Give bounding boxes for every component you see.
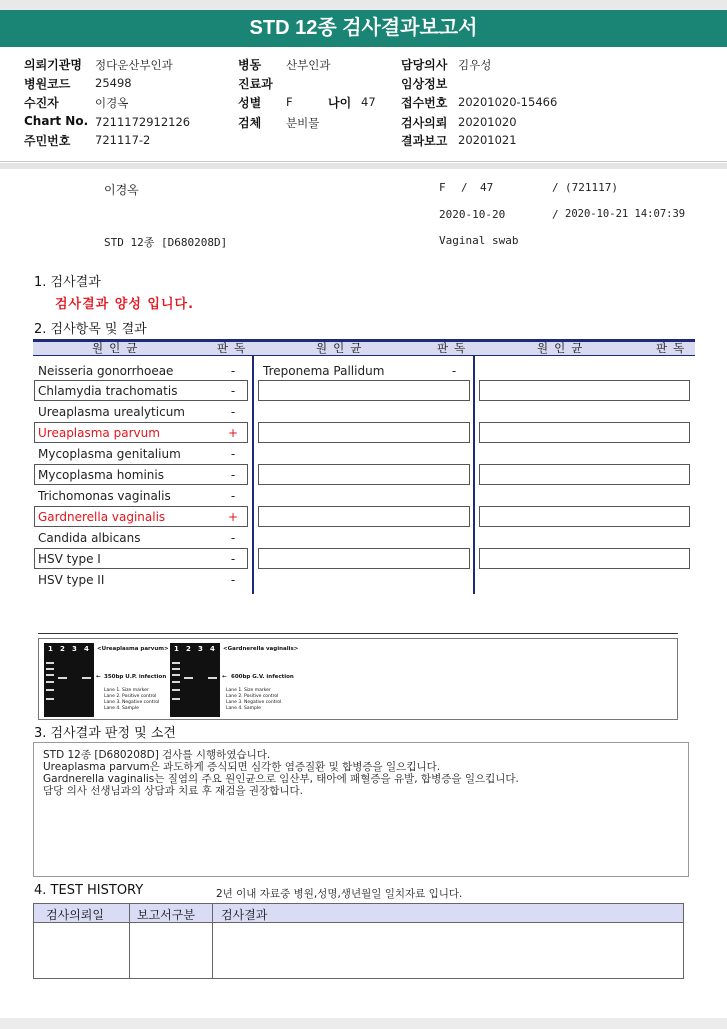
gel-band xyxy=(46,681,54,683)
pathogen-result: - xyxy=(230,552,236,566)
gel-band xyxy=(184,677,193,679)
empty-cell xyxy=(258,422,470,443)
gel-band xyxy=(172,689,180,691)
gel-band xyxy=(208,677,217,679)
hdr-value-specimen: 분비물 xyxy=(286,116,320,130)
history-note: 2년 이내 자료중 병원,성명,생년월일 일치자료 입니다. xyxy=(216,888,463,900)
lane-number: 3 xyxy=(72,645,77,653)
gel-legend-line: Lane 4. Sample xyxy=(226,706,261,711)
summary-sep2: / xyxy=(552,181,559,194)
gel-band xyxy=(82,677,91,679)
pathogen-result-positive: + xyxy=(227,510,239,524)
hdr-value-report-date: 20201021 xyxy=(458,133,517,147)
pathogen-result: - xyxy=(230,573,236,587)
summary-test-name: STD 12종 [D680208D] xyxy=(104,236,228,249)
section4-title: 4. TEST HISTORY xyxy=(34,883,144,898)
pathogen-result: - xyxy=(230,384,236,398)
pathogen-name: Candida albicans xyxy=(38,531,141,545)
pathogen-name: Ureaplasma urealyticum xyxy=(38,405,185,419)
summary-age: 47 xyxy=(480,181,494,194)
hdr-label-department: 진료과 xyxy=(238,77,273,91)
hdr-label-doctor: 담당의사 xyxy=(401,58,448,72)
history-col-request-date: 검사의뢰일 xyxy=(46,908,104,922)
pathogen-result: - xyxy=(230,489,236,503)
empty-cell xyxy=(258,380,470,401)
col-divider-2 xyxy=(473,356,475,594)
empty-cell xyxy=(258,506,470,527)
lane-number: 1 xyxy=(174,645,179,653)
th-pathogen-3: 원인균 xyxy=(537,341,589,355)
report-title: STD 12종 검사결과보고서 xyxy=(0,10,727,47)
hdr-value-sex: F xyxy=(286,95,293,109)
summary-birth: (721117) xyxy=(565,181,618,194)
hdr-label-sex: 성별 xyxy=(238,96,262,110)
gel-band xyxy=(172,668,180,670)
hdr-label-patient: 수진자 xyxy=(24,96,59,110)
empty-cell xyxy=(479,464,690,485)
section2-title: 2. 검사항목 및 결과 xyxy=(34,322,147,337)
pathogen-result: - xyxy=(451,364,457,378)
hdr-value-age: 47 xyxy=(361,95,376,109)
pathogen-name: HSV type II xyxy=(38,573,105,587)
pathogen-name-positive: Ureaplasma parvum xyxy=(38,426,160,440)
summary-report-datetime: 2020-10-21 14:07:39 xyxy=(565,208,686,220)
gel-legend-line: Lane 1. Size marker xyxy=(226,688,271,693)
history-col-report-type: 보고서구분 xyxy=(137,908,195,922)
lane-number: 2 xyxy=(60,645,65,653)
header-divider-band xyxy=(0,163,727,169)
history-col-divider xyxy=(129,903,130,979)
lane-number: 4 xyxy=(84,645,89,653)
hdr-value-chart-no: 7211172912126 xyxy=(95,115,191,129)
gel-legend-line: Lane 4. Sample xyxy=(104,706,139,711)
gel-band-label: 600bp G.V. infection xyxy=(231,674,294,680)
gel-legend-line: Lane 3. Negative control xyxy=(104,700,160,705)
opinion-line: STD 12종 [D680208D] 검사를 시행하였습니다. xyxy=(43,749,271,761)
empty-cell xyxy=(479,422,690,443)
gel-panel-2 xyxy=(170,643,220,717)
hdr-label-resident-no: 주민번호 xyxy=(24,134,71,148)
gel-band xyxy=(46,698,54,700)
bottom-strip xyxy=(0,1018,727,1029)
hdr-label-hospital-code: 병원코드 xyxy=(24,77,71,91)
gel-legend xyxy=(226,688,281,712)
col-divider-1 xyxy=(252,356,254,594)
gel-band xyxy=(172,674,180,676)
lane-number: 2 xyxy=(186,645,191,653)
opinion-box xyxy=(33,742,689,877)
hdr-label-institution: 의뢰기관명 xyxy=(24,58,82,72)
gel-top-rule xyxy=(38,633,678,634)
pathogen-result-positive: + xyxy=(227,426,239,440)
lane-number: 1 xyxy=(48,645,53,653)
pathogen-result: - xyxy=(230,405,236,419)
pathogen-name: Chlamydia trachomatis xyxy=(38,384,178,398)
gel-legend-line: Lane 3. Negative control xyxy=(226,700,282,705)
gel-band-label: 350bp U.P. infection xyxy=(104,674,167,680)
hdr-value-ward: 산부인과 xyxy=(286,58,331,72)
hdr-value-patient: 이경옥 xyxy=(95,96,129,110)
pathogen-name: Trichomonas vaginalis xyxy=(38,489,171,503)
hdr-value-request-date: 20201020 xyxy=(458,115,517,129)
hdr-label-receipt-no: 접수번호 xyxy=(401,96,448,110)
hdr-label-chart-no: Chart No. xyxy=(24,114,89,128)
gel-band xyxy=(46,689,54,691)
lane-number: 3 xyxy=(198,645,203,653)
gel-legend-line: Lane 1. Size marker xyxy=(104,688,149,693)
summary-name: 이경옥 xyxy=(104,183,139,197)
top-strip xyxy=(0,0,727,10)
hdr-label-ward: 병동 xyxy=(238,58,262,72)
gel-band xyxy=(172,681,180,683)
pathogen-name: Neisseria gonorrhoeae xyxy=(38,364,174,378)
pathogen-result: - xyxy=(230,364,236,378)
gel-arrow: ← xyxy=(222,674,227,680)
hdr-label-clinical-info: 임상정보 xyxy=(401,77,448,91)
section3-title: 3. 검사결과 판정 및 소견 xyxy=(34,726,176,741)
th-pathogen-2: 원인균 xyxy=(316,341,368,355)
empty-cell xyxy=(258,464,470,485)
gel-band xyxy=(46,668,54,670)
pathogen-name: Mycoplasma hominis xyxy=(38,468,164,482)
opinion-line: Ureaplasma parvum은 과도하게 증식되면 심각한 염증질환 및 합병증을 일으킵니다. xyxy=(43,761,441,773)
th-pathogen-1: 원인균 xyxy=(92,341,144,355)
hdr-value-hospital-code: 25498 xyxy=(95,76,132,90)
pathogen-name: Treponema Pallidum xyxy=(263,364,385,378)
gel-legend-line: Lane 2. Positive control xyxy=(104,694,157,699)
pathogen-result: - xyxy=(230,468,236,482)
gel-band xyxy=(172,698,180,700)
gel-band xyxy=(46,674,54,676)
hdr-label-age: 나이 xyxy=(328,96,352,110)
section1-title: 1. 검사결과 xyxy=(34,275,101,290)
gel-band xyxy=(58,677,67,679)
hdr-value-institution: 정다운산부인과 xyxy=(95,58,173,72)
pathogen-name: HSV type I xyxy=(38,552,101,566)
history-col-divider xyxy=(212,903,213,979)
opinion-line: 담당 의사 선생님과의 상담과 치료 후 재검을 권장합니다. xyxy=(43,785,303,797)
th-verdict-2: 판독 xyxy=(437,341,472,355)
th-verdict-3: 판독 xyxy=(656,341,691,355)
header-info xyxy=(0,48,727,160)
hdr-value-doctor: 김우성 xyxy=(458,58,492,72)
history-table-header xyxy=(33,903,684,923)
gel-panel-title: <Ureaplasma parvum> xyxy=(97,646,169,652)
opinion-line: Gardnerella vaginalis는 질염의 주요 원인균으로 임산부, 태아에 패혈증을 유발, 합병증을 일으킵니다. xyxy=(43,773,519,785)
hdr-label-specimen: 검체 xyxy=(238,116,262,130)
hdr-label-report-date: 결과보고 xyxy=(401,134,448,148)
empty-cell xyxy=(258,548,470,569)
hdr-label-request-date: 검사의뢰 xyxy=(401,116,448,130)
hdr-value-resident-no: 721117-2 xyxy=(95,133,151,147)
summary-sex: F xyxy=(439,181,446,194)
summary-sep1: / xyxy=(461,181,468,194)
summary-specimen: Vaginal swab xyxy=(439,234,519,247)
gel-band xyxy=(172,662,180,664)
gel-legend-line: Lane 2. Positive control xyxy=(226,694,279,699)
hdr-value-receipt-no: 20201020-15466 xyxy=(458,95,558,109)
gel-legend xyxy=(104,688,159,712)
gel-panel-1 xyxy=(44,643,94,717)
lane-number: 4 xyxy=(210,645,215,653)
empty-cell xyxy=(479,506,690,527)
pathogen-result: - xyxy=(230,531,236,545)
empty-cell xyxy=(479,380,690,401)
header-divider xyxy=(0,161,727,162)
empty-cell xyxy=(479,548,690,569)
summary-sep3: / xyxy=(552,208,559,221)
summary-request-date: 2020-10-20 xyxy=(439,208,506,221)
th-verdict-1: 판독 xyxy=(217,341,252,355)
pathogen-name-positive: Gardnerella vaginalis xyxy=(38,510,166,524)
history-col-result: 검사결과 xyxy=(221,908,268,922)
gel-band xyxy=(46,662,54,664)
gel-panel-title: <Gardnerella vaginalis> xyxy=(223,646,299,652)
positive-result-message: 검사결과 양성 입니다. xyxy=(55,297,195,312)
pathogen-result: - xyxy=(230,447,236,461)
pathogen-name: Mycoplasma genitalium xyxy=(38,447,181,461)
gel-arrow: ← xyxy=(96,674,101,680)
